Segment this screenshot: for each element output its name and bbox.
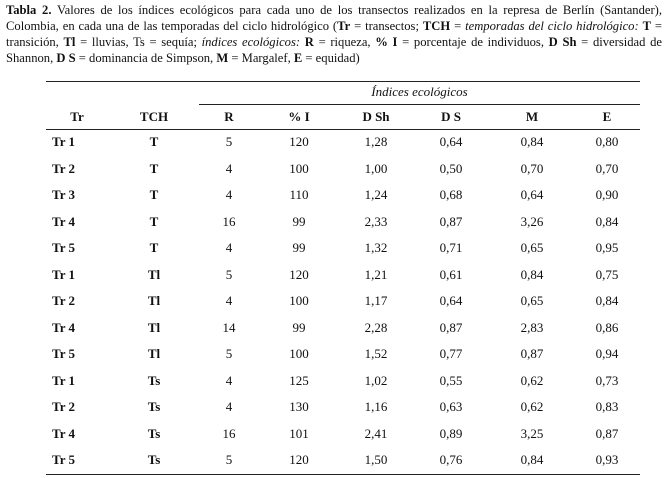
column-header-tr: Tr — [70, 109, 84, 124]
cell-m: 0,84 — [520, 134, 544, 150]
cell-tch: Tl — [147, 319, 161, 335]
cell-r: 4 — [225, 372, 233, 388]
table-row — [46, 129, 640, 156]
caption-text: = riqueza, — [313, 35, 376, 49]
cell-pct-i: 110 — [289, 187, 309, 203]
group-header: Índices ecológicos — [371, 84, 468, 99]
cell-pct-i: 100 — [289, 346, 309, 362]
cell-d-sh: 1,02 — [364, 372, 388, 388]
cell-d-s: 0,64 — [439, 293, 463, 309]
caption-text: = dominancia de Simpson, — [75, 51, 217, 65]
caption-key: Tr — [337, 19, 351, 33]
cell-r: 4 — [225, 187, 233, 203]
caption-key: Tl — [63, 35, 76, 49]
caption-text: = equidad) — [302, 51, 360, 65]
cell-d-s: 0,64 — [439, 134, 463, 150]
cell-d-sh: 1,17 — [364, 293, 388, 309]
cell-r: 16 — [222, 425, 236, 441]
cell-pct-i: 99 — [292, 319, 306, 335]
cell-d-sh: 1,21 — [364, 266, 388, 282]
cell-e: 0,86 — [595, 319, 619, 335]
table-row — [46, 182, 640, 209]
cell-pct-i: 120 — [289, 266, 309, 282]
caption-italic: índices ecológicos: — [201, 35, 301, 49]
cell-m: 3,25 — [520, 425, 544, 441]
cell-d-s: 0,87 — [439, 319, 463, 335]
cell-tch: Ts — [147, 425, 161, 441]
table-row — [46, 341, 640, 368]
data-table — [46, 105, 640, 474]
table-row — [46, 156, 640, 183]
table-top-rule — [46, 81, 640, 82]
cell-r: 14 — [222, 319, 236, 335]
cell-tch: Ts — [147, 372, 161, 388]
cell-m: 2,83 — [520, 319, 544, 335]
cell-r: 4 — [225, 399, 233, 415]
column-header-tch: TCH — [139, 109, 169, 124]
cell-e: 0,70 — [595, 160, 619, 176]
cell-m: 0,84 — [520, 266, 544, 282]
cell-d-sh: 1,16 — [364, 399, 388, 415]
cell-tch: T — [149, 240, 159, 256]
table-row — [46, 235, 640, 262]
cell-m: 0,70 — [520, 160, 544, 176]
cell-d-sh: 2,41 — [364, 425, 388, 441]
cell-pct-i: 100 — [289, 293, 309, 309]
caption-text: Valores de los índices ecológicos para cada uno de los transectos realizados en la represa de Berlín (Santander), Colombia, en cada una de las temporadas del ciclo hidrológico ( — [6, 3, 662, 33]
cell-e: 0,87 — [595, 425, 619, 441]
cell-d-sh: 1,52 — [364, 346, 388, 362]
cell-e: 0,93 — [595, 452, 619, 468]
cell-d-sh: 2,28 — [364, 319, 388, 335]
cell-d-s: 0,77 — [439, 346, 463, 362]
cell-e: 0,94 — [595, 346, 619, 362]
cell-tch: T — [149, 160, 159, 176]
caption-key: D S — [56, 51, 76, 65]
cell-tr: Tr 5 — [52, 346, 75, 362]
cell-d-sh: 1,28 — [364, 134, 388, 150]
column-header-r: R — [224, 109, 234, 124]
cell-e: 0,90 — [595, 187, 619, 203]
column-header-e: E — [602, 109, 612, 124]
table-row — [46, 368, 640, 395]
cell-d-sh: 2,33 — [364, 213, 388, 229]
cell-tch: Ts — [147, 399, 161, 415]
column-header-d-s: D S — [441, 109, 461, 124]
cell-tch: Ts — [147, 452, 161, 468]
cell-tr: Tr 2 — [52, 399, 75, 415]
table-row — [46, 315, 640, 342]
cell-tch: T — [149, 187, 159, 203]
cell-d-s: 0,63 — [439, 399, 463, 415]
cell-tr: Tr 2 — [52, 293, 75, 309]
caption-key: D Sh — [548, 35, 577, 49]
cell-tch: Tl — [147, 266, 161, 282]
cell-r: 5 — [225, 452, 233, 468]
cell-tr: Tr 4 — [52, 319, 75, 335]
cell-tr: Tr 1 — [52, 266, 75, 282]
table-bottom-rule — [46, 474, 640, 475]
cell-e: 0,84 — [595, 293, 619, 309]
header-row — [46, 105, 640, 129]
cell-m: 0,84 — [520, 452, 544, 468]
cell-e: 0,73 — [595, 372, 619, 388]
cell-r: 4 — [225, 160, 233, 176]
cell-e: 0,84 — [595, 213, 619, 229]
caption-key: E — [293, 51, 303, 65]
cell-m: 0,62 — [520, 399, 544, 415]
cell-d-s: 0,61 — [439, 266, 463, 282]
cell-pct-i: 130 — [289, 399, 309, 415]
caption-key: M — [216, 51, 229, 65]
column-header-pct-i: % I — [288, 109, 310, 124]
cell-pct-i: 120 — [289, 452, 309, 468]
table-row — [46, 209, 640, 236]
table-row — [46, 447, 640, 474]
cell-m: 3,26 — [520, 213, 544, 229]
caption-italic: temporadas del ciclo hidrológico: — [465, 19, 639, 33]
cell-d-s: 0,76 — [439, 452, 463, 468]
table-row — [46, 394, 640, 421]
cell-m: 0,62 — [520, 372, 544, 388]
cell-e: 0,95 — [595, 240, 619, 256]
cell-pct-i: 125 — [289, 372, 309, 388]
cell-e: 0,83 — [595, 399, 619, 415]
cell-d-sh: 1,50 — [364, 452, 388, 468]
cell-d-s: 0,68 — [439, 187, 463, 203]
cell-pct-i: 120 — [289, 134, 309, 150]
cell-tr: Tr 4 — [52, 213, 75, 229]
cell-r: 4 — [225, 293, 233, 309]
cell-d-sh: 1,32 — [364, 240, 388, 256]
caption-text: = Margalef, — [228, 51, 294, 65]
caption-label: Tabla 2. — [6, 3, 52, 17]
caption-key: T — [642, 19, 651, 33]
cell-d-sh: 1,24 — [364, 187, 388, 203]
cell-tch: Tl — [147, 346, 161, 362]
cell-pct-i: 100 — [289, 160, 309, 176]
column-header-d-sh: D Sh — [362, 109, 390, 124]
cell-m: 0,64 — [520, 187, 544, 203]
cell-r: 16 — [222, 213, 236, 229]
cell-r: 5 — [225, 346, 233, 362]
caption-text: = lluvias, Ts = sequía; — [75, 35, 202, 49]
caption-key: R — [304, 35, 314, 49]
cell-m: 0,87 — [520, 346, 544, 362]
cell-pct-i: 99 — [292, 213, 306, 229]
caption-key: TCH — [422, 19, 451, 33]
cell-tr: Tr 5 — [52, 452, 75, 468]
table-row — [46, 262, 640, 289]
cell-pct-i: 101 — [289, 425, 309, 441]
cell-tch: Tl — [147, 293, 161, 309]
column-header-m: M — [525, 109, 539, 124]
cell-d-s: 0,87 — [439, 213, 463, 229]
cell-tr: Tr 2 — [52, 160, 75, 176]
cell-r: 5 — [225, 266, 233, 282]
caption-text: = transición, — [6, 19, 663, 49]
cell-r: 5 — [225, 134, 233, 150]
cell-tch: T — [149, 213, 159, 229]
cell-tch: T — [149, 134, 159, 150]
table-row — [46, 421, 640, 448]
caption-text: = — [450, 19, 466, 33]
cell-tr: Tr 5 — [52, 240, 75, 256]
caption-key: % I — [375, 35, 398, 49]
cell-r: 4 — [225, 240, 233, 256]
cell-d-s: 0,89 — [439, 425, 463, 441]
cell-pct-i: 99 — [292, 240, 306, 256]
caption-text: = diversidad de Shannon, — [6, 35, 662, 65]
cell-d-sh: 1,00 — [364, 160, 388, 176]
caption-text: = transectos; — [350, 19, 423, 33]
cell-m: 0,65 — [520, 293, 544, 309]
table-body — [46, 129, 640, 474]
cell-d-s: 0,50 — [439, 160, 463, 176]
cell-e: 0,75 — [595, 266, 619, 282]
cell-tr: Tr 3 — [52, 187, 75, 203]
cell-d-s: 0,55 — [439, 372, 463, 388]
cell-d-s: 0,71 — [439, 240, 463, 256]
cell-tr: Tr 1 — [52, 134, 75, 150]
table-caption — [6, 2, 662, 66]
cell-tr: Tr 4 — [52, 425, 75, 441]
table-row — [46, 288, 640, 315]
cell-tr: Tr 1 — [52, 372, 75, 388]
cell-e: 0,80 — [595, 134, 619, 150]
caption-text: = porcentaje de individuos, — [397, 35, 549, 49]
cell-m: 0,65 — [520, 240, 544, 256]
